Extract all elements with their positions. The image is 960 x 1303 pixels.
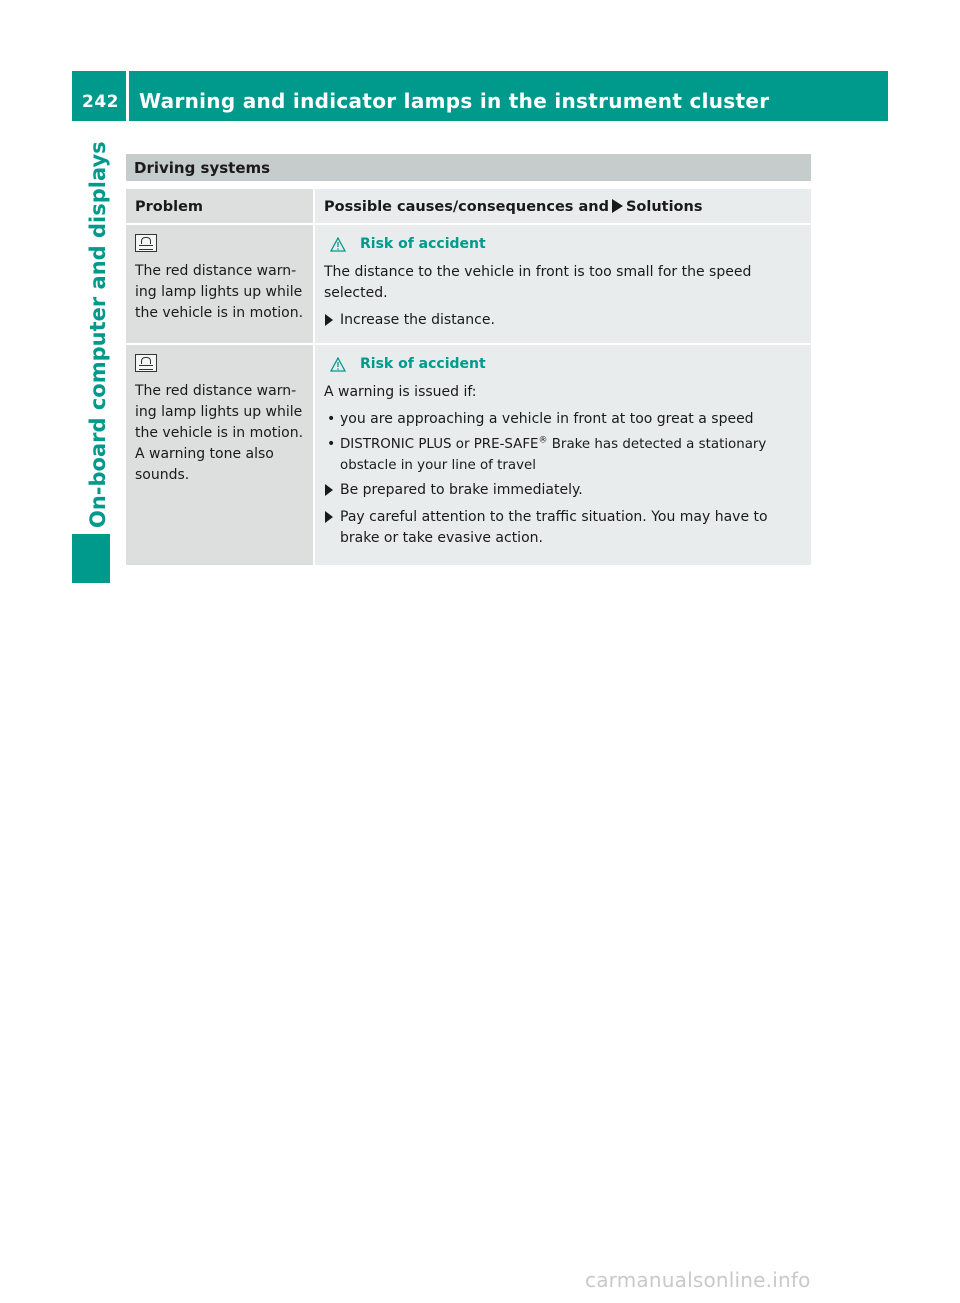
step-item: [324, 310, 805, 331]
step-arrow-icon: [325, 511, 333, 523]
side-tab-label: On-board computer and displays: [86, 141, 110, 528]
table-row: [126, 225, 811, 343]
warning-triangle-icon: [330, 357, 346, 372]
problem-text: The red distance warn-ing lamp lights up while the vehicle is in motion. A warning tone also sounds.: [135, 383, 304, 483]
bullet-text: DISTRONIC PLUS or PRE-SAFE® Brake has detected a stationary obstacle in your line of travel: [340, 435, 767, 473]
solutions-cell: [315, 225, 811, 343]
header-divider: [126, 71, 129, 121]
warning-label: Risk of accident: [360, 236, 486, 252]
step-text: Be prepared to brake immediately.: [340, 482, 583, 498]
solutions-cell: [315, 345, 811, 565]
bullet-text: you are approaching a vehicle in front at too great a speed: [340, 411, 754, 427]
list-item: [324, 409, 805, 430]
step-text: Increase the distance.: [340, 312, 495, 328]
page-title: Warning and indicator lamps in the instrument cluster: [139, 89, 770, 113]
bullet-dot: •: [327, 411, 336, 427]
problem-cell: [126, 225, 313, 343]
table-row: [126, 345, 811, 565]
problem-text: The red distance warn-ing lamp lights up while the vehicle is in motion.: [135, 263, 304, 321]
list-item: [324, 434, 805, 476]
watermark: carmanualsonline.info: [585, 1268, 811, 1292]
distance-warning-lamp-icon: [135, 354, 157, 372]
warning-label: Risk of accident: [360, 356, 486, 372]
warning-line: [330, 234, 805, 255]
column-header-solutions-suffix: Solutions: [625, 199, 703, 215]
distance-warning-lamp-icon: [135, 234, 157, 252]
column-header-solutions-prefix: Possible causes/consequences and: [324, 199, 609, 215]
step-arrow-icon: [325, 314, 333, 326]
step-item: [324, 507, 805, 549]
step-text: Pay careful attention to the traffic situation. You may have to brake or take evasive action.: [340, 509, 768, 546]
problem-cell: [126, 345, 313, 565]
table-header-row: [126, 189, 811, 223]
registered-mark: ®: [538, 435, 548, 446]
step-item: [324, 480, 805, 501]
column-header-solutions: [315, 189, 811, 223]
description-text: A warning is issued if:: [324, 384, 477, 400]
page-number: 242: [82, 92, 119, 112]
side-tab-block: [72, 534, 110, 583]
column-header-problem: Problem: [126, 189, 313, 223]
driving-systems-table: [126, 154, 811, 567]
warning-line: [330, 354, 805, 375]
warning-triangle-icon: [330, 237, 346, 252]
arrow-right-icon: [612, 199, 623, 213]
bullet-dot: •: [327, 436, 336, 452]
section-title: Driving systems: [126, 154, 811, 181]
step-arrow-icon: [325, 484, 333, 496]
description-text: The distance to the vehicle in front is too small for the speed selected.: [324, 264, 752, 301]
